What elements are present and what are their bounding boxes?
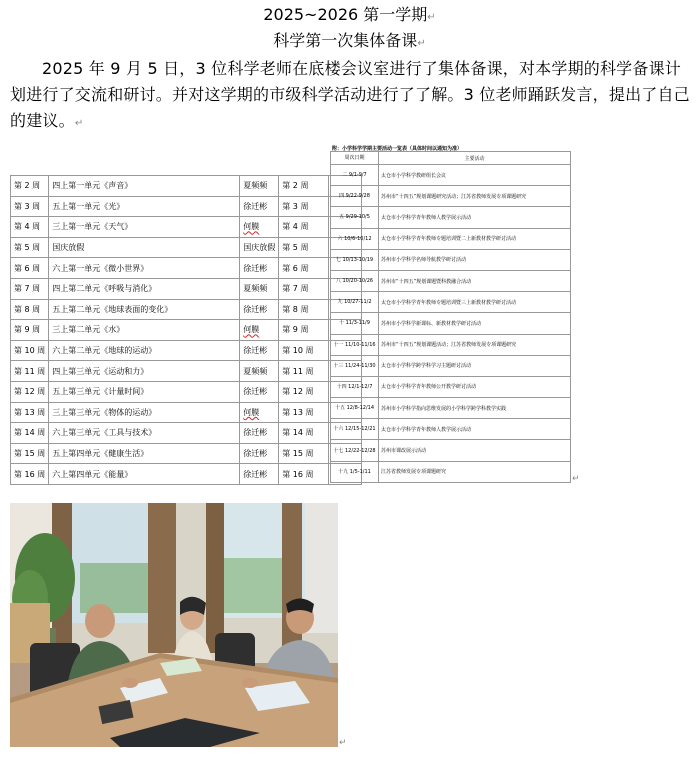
table-cell: 第 4 周 bbox=[11, 217, 49, 238]
table-cell: 徐迁彬 bbox=[240, 340, 279, 361]
activity-table-caption: 附：小学科学学期主要活动一览表（具体时间以通知为准） bbox=[332, 146, 463, 152]
table-row bbox=[331, 249, 571, 270]
table-cell: 八 10/20-10/26 bbox=[331, 270, 379, 291]
table-cell: 五上第四单元《健康生活》 bbox=[49, 443, 240, 464]
table-cell: 五 9/29-10/5 bbox=[331, 207, 379, 228]
table-cell: 七 10/13-10/19 bbox=[331, 249, 379, 270]
table-cell: 苏州市小学科学指向思维发展的小学科学跨学科教学实践 bbox=[379, 398, 571, 419]
table-cell: 第 6 周 bbox=[279, 258, 329, 279]
table-cell: 苏州市“十四五”规划课题活动；江苏省教师发展专项课题研究 bbox=[379, 334, 571, 355]
table-cell: 国庆放假 bbox=[240, 237, 279, 258]
table-cell: 太仓市小学科学青年教师人教学展示活动 bbox=[379, 419, 571, 440]
table-cell: 三上第一单元《天气》 bbox=[49, 217, 240, 238]
table-cell: 十六 12/15-12/21 bbox=[331, 419, 379, 440]
table-cell: 苏州市小学科学名师导航教学研讨活动 bbox=[379, 249, 571, 270]
table-cell: 十四 12/1-12/7 bbox=[331, 376, 379, 397]
table-row bbox=[11, 340, 362, 361]
table-row bbox=[11, 320, 362, 341]
table-cell: 第 11 周 bbox=[279, 361, 329, 382]
activity-table-header bbox=[331, 152, 571, 165]
table-cell: 第 13 周 bbox=[11, 402, 49, 423]
table-row bbox=[11, 176, 362, 197]
table-cell: 三上第三单元《物体的运动》 bbox=[49, 402, 240, 423]
table-cell: 六上第四单元《能量》 bbox=[49, 464, 240, 485]
table-cell: 第 4 周 bbox=[279, 217, 329, 238]
table-cell: 二 9/1-9/7 bbox=[331, 165, 379, 186]
table-cell: 五上第三单元《计量时间》 bbox=[49, 381, 240, 402]
table-cell: 苏州市“十四五”规划课题暨科教融合活动 bbox=[379, 270, 571, 291]
table-row bbox=[11, 464, 362, 485]
table-row bbox=[331, 419, 571, 440]
table-cell: 第 2 周 bbox=[11, 176, 49, 197]
table-cell: 太仓市小学科学青年教师人教学展示活动 bbox=[379, 207, 571, 228]
meeting-photo bbox=[10, 503, 338, 747]
table-cell: 夏频频 bbox=[240, 176, 279, 197]
table-cell: 十一 11/10-11/16 bbox=[331, 334, 379, 355]
table-cell: 徐迁彬 bbox=[240, 464, 279, 485]
table-cell: 江苏省教师发展专项课题研究 bbox=[379, 461, 571, 482]
table-cell: 徐迁彬 bbox=[240, 299, 279, 320]
table-row bbox=[11, 258, 362, 279]
table-cell: 徐迁彬 bbox=[240, 258, 279, 279]
table-cell: 第 12 周 bbox=[279, 381, 329, 402]
table-cell: 九 10/27-11/2 bbox=[331, 292, 379, 313]
table-cell: 第 10 周 bbox=[279, 340, 329, 361]
table-cell: 夏频频 bbox=[240, 361, 279, 382]
table-cell: 第 16 周 bbox=[11, 464, 49, 485]
schedule-table bbox=[10, 175, 362, 485]
table-cell: 四上第二单元《呼吸与消化》 bbox=[49, 278, 240, 299]
table-cell: 第 5 周 bbox=[279, 237, 329, 258]
table-row bbox=[331, 270, 571, 291]
table-cell: 苏州市“十四五”规划课题研究活动；江苏省教师发展专项课题研究 bbox=[379, 186, 571, 207]
document-subtitle: 科学第一次集体备课↵ bbox=[273, 31, 426, 50]
header-cell: 主要活动 bbox=[379, 152, 571, 165]
table-row bbox=[331, 313, 571, 334]
table-row bbox=[331, 186, 571, 207]
table-cell: 夏频频 bbox=[240, 278, 279, 299]
table-cell: 四上第三单元《运动和力》 bbox=[49, 361, 240, 382]
table-cell: 六上第一单元《微小世界》 bbox=[49, 258, 240, 279]
table-cell: 苏州市小学科学新课标、新教材教学研讨活动 bbox=[379, 313, 571, 334]
table-row bbox=[11, 402, 362, 423]
table-cell: 太仓市小学科学青年教师专题培训暨二上新教材教学研讨活动 bbox=[379, 228, 571, 249]
table-row bbox=[11, 423, 362, 444]
table-row bbox=[11, 217, 362, 238]
table-row bbox=[11, 237, 362, 258]
table-row bbox=[331, 461, 571, 482]
table-cell: 第 5 周 bbox=[11, 237, 49, 258]
table-row bbox=[331, 228, 571, 249]
table-cell: 何膜 bbox=[240, 320, 279, 341]
activity-table bbox=[330, 151, 571, 483]
table-cell: 五上第一单元《光》 bbox=[49, 196, 240, 217]
table-cell: 十五 12/8-12/14 bbox=[331, 398, 379, 419]
table-cell: 第 15 周 bbox=[279, 443, 329, 464]
header-cell: 周次日期 bbox=[331, 152, 379, 165]
table-cell: 第 9 周 bbox=[279, 320, 329, 341]
table-cell: 第 2 周 bbox=[279, 176, 329, 197]
table-row bbox=[11, 299, 362, 320]
table-cell: 第 3 周 bbox=[11, 196, 49, 217]
table-cell: 太仓市小学科学教研组长会议 bbox=[379, 165, 571, 186]
table-cell: 第 11 周 bbox=[11, 361, 49, 382]
table-cell: 第 8 周 bbox=[279, 299, 329, 320]
table-row bbox=[331, 440, 571, 461]
table-cell: 第 16 周 bbox=[279, 464, 329, 485]
table-cell: 十七 12/22-12/28 bbox=[331, 440, 379, 461]
table-cell: 第 12 周 bbox=[11, 381, 49, 402]
table-cell: 第 14 周 bbox=[279, 423, 329, 444]
table-cell: 太仓市小学科学青年教师专题培训暨三上新教材教学研讨活动 bbox=[379, 292, 571, 313]
document-title: 2025~2026 第一学期↵ bbox=[263, 5, 436, 24]
table-row bbox=[11, 278, 362, 299]
table-row bbox=[331, 207, 571, 228]
table-cell: 第 10 周 bbox=[11, 340, 49, 361]
table-cell: 徐迁彬 bbox=[240, 381, 279, 402]
table-cell: 四上第一单元《声音》 bbox=[49, 176, 240, 197]
table-cell: 何膜 bbox=[240, 402, 279, 423]
table-cell: 何膜 bbox=[240, 217, 279, 238]
table-cell: 六上第二单元《地球的运动》 bbox=[49, 340, 240, 361]
paragraph-mark: ↵ bbox=[339, 738, 347, 748]
table-cell: 第 6 周 bbox=[11, 258, 49, 279]
table-cell: 三上第二单元《水》 bbox=[49, 320, 240, 341]
table-cell: 十三 11/24-11/30 bbox=[331, 355, 379, 376]
table-row bbox=[331, 376, 571, 397]
table-cell: 徐迁彬 bbox=[240, 423, 279, 444]
table-cell: 第 7 周 bbox=[279, 278, 329, 299]
table-cell: 徐迁彬 bbox=[240, 196, 279, 217]
table-cell: 太仓市小学科学青年教师公开教学研讨活动 bbox=[379, 376, 571, 397]
table-cell: 第 15 周 bbox=[11, 443, 49, 464]
table-row bbox=[11, 381, 362, 402]
table-cell: 六 10/6-10/12 bbox=[331, 228, 379, 249]
table-row bbox=[331, 165, 571, 186]
table-cell: 十九 1/5-1/11 bbox=[331, 461, 379, 482]
table-cell: 徐迁彬 bbox=[240, 443, 279, 464]
table-cell: 第 9 周 bbox=[11, 320, 49, 341]
table-cell: 第 7 周 bbox=[11, 278, 49, 299]
table-cell: 国庆放假 bbox=[49, 237, 240, 258]
table-cell: 第 14 周 bbox=[11, 423, 49, 444]
table-row bbox=[331, 398, 571, 419]
body-paragraph: 2025 年 9 月 5 日，3 位科学老师在底楼会议室进行了集体备课，对本学期的科学备课计划进行了交流和研讨。并对这学期的市级科学活动进行了了解。3 位老师踊跃发言，提出了自己的建议。↵ bbox=[10, 59, 690, 130]
paragraph-mark: ↵ bbox=[572, 474, 580, 484]
table-cell: 第 13 周 bbox=[279, 402, 329, 423]
table-cell: 十 11/3-11/9 bbox=[331, 313, 379, 334]
table-row bbox=[331, 355, 571, 376]
table-row bbox=[11, 443, 362, 464]
table-row bbox=[331, 292, 571, 313]
table-row bbox=[11, 196, 362, 217]
table-cell: 第 3 周 bbox=[279, 196, 329, 217]
table-row bbox=[331, 334, 571, 355]
table-cell: 第 8 周 bbox=[11, 299, 49, 320]
table-cell: 太仓市小学科学跨学科学习主题研讨活动 bbox=[379, 355, 571, 376]
table-row bbox=[11, 361, 362, 382]
table-cell: 五上第二单元《地球表面的变化》 bbox=[49, 299, 240, 320]
table-cell: 四 9/22-9/28 bbox=[331, 186, 379, 207]
table-cell: 六上第三单元《工具与技术》 bbox=[49, 423, 240, 444]
table-cell: 苏州市课改展示活动 bbox=[379, 440, 571, 461]
